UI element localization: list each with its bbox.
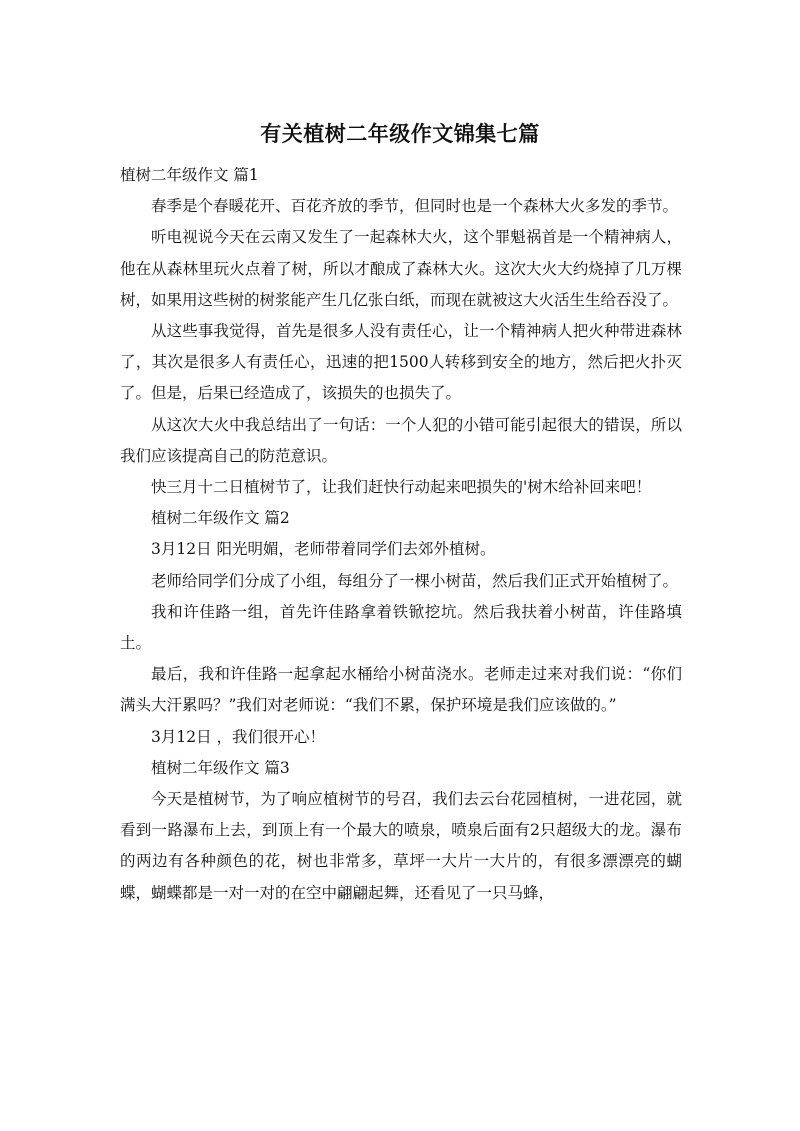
paragraph: 今天是植树节，为了响应植树节的号召，我们去云台花园植树，一进花园，就看到一路瀑布上去，到顶上有一个最大的喷泉，喷泉后面有2只超级大的龙。瀑布的两边有各种颜色的花，树也非常多，草坪一大片一大片的，有很多漂漂亮的蝴蝶，蝴蝶都是一对一对的在空中翩翩起舞，还看见了一只马蜂，	[120, 790, 682, 902]
paragraph: 从这次大火中我总结出了一句话：一个人犯的小错可能引起很大的错误，所以我们应该提高自己的防范意识。	[120, 415, 682, 465]
paragraph: 从这些事我觉得，首先是很多人没有责任心，让一个精神病人把火种带进森林了，其次是很多人有责任心，迅速的把1500人转移到安全的地方，然后把火扑灭了。但是，后果已经造成了，该损失的也损失了。	[120, 322, 682, 403]
paragraph: 3月12日 ，我们很开心！	[151, 727, 326, 746]
paragraph: 3月12日 阳光明媚，老师带着同学们去郊外植树。	[151, 540, 496, 559]
paragraph: 听电视说今天在云南又发生了一起森林大火，这个罪魁祸首是一个精神病人，他在从森林里玩火点着了树，所以才酿成了森林大火。这次大火大约烧掉了几万棵树，如果用这些树的树浆能产生几亿张白纸，而现在就被这大火活生生给吞没了。	[120, 228, 682, 309]
section-heading: 植树二年级作文 篇3	[151, 758, 290, 777]
document-title: 有关植树二年级作文锦集七篇	[260, 122, 540, 146]
section-heading: 植树二年级作文 篇1	[120, 166, 259, 184]
section-heading: 植树二年级作文 篇2	[151, 509, 290, 528]
document-body	[120, 160, 682, 909]
paragraph: 春季是个春暖花开、百花齐放的季节，但同时也是一个森林大火多发的季节。	[151, 197, 679, 216]
paragraph: 老师给同学们分成了小组，每组分了一棵小树苗，然后我们正式开始植树了。	[151, 571, 679, 590]
paragraph: 我和许佳路一组，首先许佳路拿着铁锨挖坑。然后我扶着小树苗，许佳路填土。	[120, 602, 682, 653]
paragraph: 快三月十二日植树节了，让我们赶快行动起来吧损失的'树木给补回来吧！	[151, 478, 652, 497]
paragraph: 最后，我和许佳路一起拿起水桶给小树苗浇水。老师走过来对我们说：“你们满头大汗累吗？”我们对老师说：“我们不累，保护环境是我们应该做的。”	[120, 665, 682, 715]
